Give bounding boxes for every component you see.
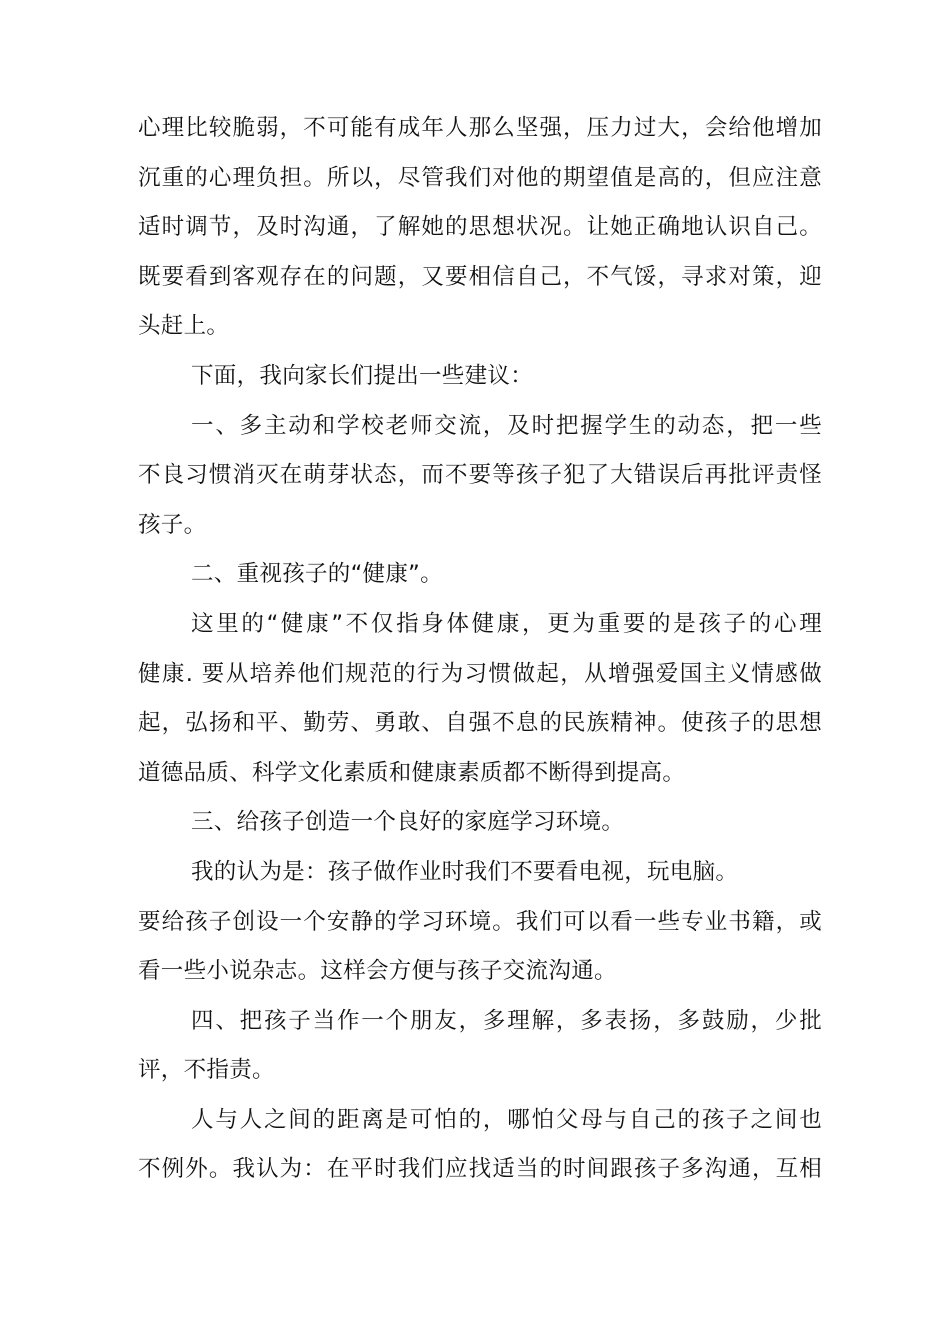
text-line: 要给孩子创设一个安静的学习环境。我们可以看一些专业书籍，或 [138,908,822,935]
text-line: 不例外。我认为：在平时我们应找适当的时间跟孩子多沟通，互相 [138,1156,822,1183]
text-line: 道德品质、科学文化素质和健康素质都不断得到提高。 [138,759,686,786]
document-body [138,104,822,1195]
text-line: 不良习惯消灭在萌芽状态，而不要等孩子犯了大错误后再批评责怪 [138,462,822,489]
text-line: 评，不指责。 [138,1057,275,1084]
text-line: 既要看到客观存在的问题，又要相信自己，不气馁，寻求对策，迎 [138,263,822,290]
text-line: 健康. 要从培养他们规范的行为习惯做起，从增强爱国主义情感做 [138,660,822,687]
text-line: 看一些小说杂志。这样会方便与孩子交流沟通。 [138,958,617,985]
text-line: 孩子。 [138,511,207,538]
text-line: 心理比较脆弱，不可能有成年人那么坚强，压力过大，会给他增加 [138,115,822,141]
text-line: 四、把孩子当作一个朋友，多理解，多表扬，多鼓励，少批 [191,1007,822,1034]
text-line: 这里的“健康”不仅指身体健康，更为重要的是孩子的心理 [191,610,822,637]
text-line: 下面，我向家长们提出一些建议： [191,362,534,389]
text-line: 三、给孩子创造一个良好的家庭学习环境。 [191,809,625,836]
text-line: 二、重视孩子的“健康”。 [191,561,443,588]
text-line: 起，弘扬和平、勤劳、勇敢、自强不息的民族精神。使孩子的思想 [138,710,822,737]
text-line: 沉重的心理负担。所以，尽管我们对他的期望值是高的，但应注意 [138,164,822,191]
text-line: 我的认为是：孩子做作业时我们不要看电视，玩电脑。 [191,858,739,885]
text-line: 头赶上。 [138,313,230,340]
text-line: 适时调节，及时沟通，了解她的思想状况。让她正确地认识自己。 [138,214,822,241]
text-line: 一、多主动和学校老师交流，及时把握学生的动态，把一些 [191,412,822,439]
text-line: 人与人之间的距离是可怕的，哪怕父母与自己的孩子之间也 [191,1106,822,1133]
